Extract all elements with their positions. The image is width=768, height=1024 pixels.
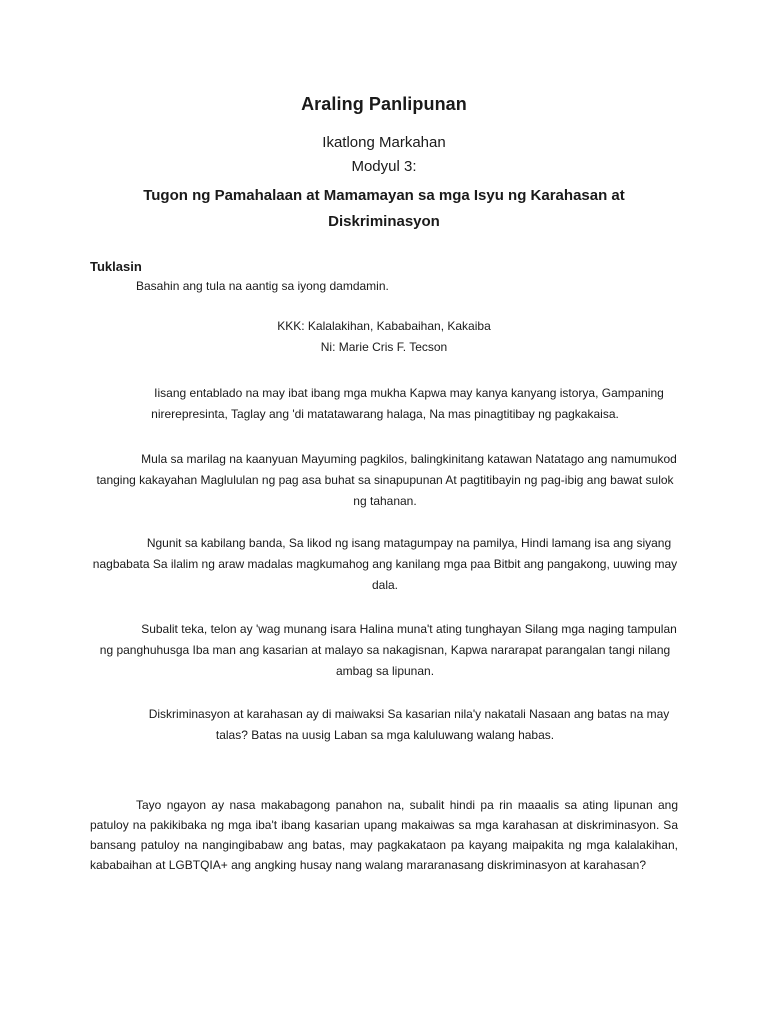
poem-title: KKK: Kalalakihan, Kababaihan, Kakaiba <box>277 319 491 333</box>
poem-author: Ni: Marie Cris F. Tecson <box>320 340 448 354</box>
poem-stanza: Iisang entablado na may ibat ibang mga mukha Kapwa may kanya kanyang istorya, Gampaning nirerepresinta, Taglay ang 'di matatawarang halaga, Na mas pinagtitibay ng pagkakaisa. <box>151 386 664 421</box>
poem-stanza: Mula sa marilag na kaanyuan Mayuming pagkilos, balingkinitang katawan Natatago ang namumukod tanging kakayahan Maglululan ng pag asa buhat sa sinapupunan At pagtitibayin ng pag-ibig ang bawat sulok ng tahanan. <box>96 452 677 508</box>
closing-paragraph: Tayo ngayon ay nasa makabagong panahon na, subalit hindi pa rin maaalis sa ating lipunan ang patuloy na pakikibaka ng mga iba't ibang kasarian upang makaiwas sa mga karahasan at diskriminasyon. Sa bansang patuloy na nangingibabaw ang batas, may pagkakataon pa kayang maipakita ng mga kalalakihan, kababaihan at LGBTQIA+ ang angking husay nang walang mararanasang diskriminasyon at karahasan? <box>90 798 678 872</box>
poem-stanza: Diskriminasyon at karahasan ay di maiwaksi Sa kasarian nila'y nakatali Nasaan ang batas na may talas? Batas na uusig Laban sa mga kaluluwang walang habas. <box>148 707 670 742</box>
poem-stanza: Ngunit sa kabilang banda, Sa likod ng isang matagumpay na pamilya, Hindi lamang isa ang siyang nagbabata Sa ilalim ng araw madalas magkumahog ang kanilang mga paa Bitbit ang pangakong, uuwing may dala. <box>92 536 678 592</box>
module-subtitle: Tugon ng Pamahalaan at Mamamayan sa mga Isyu ng Karahasan at Diskriminasyon <box>143 187 625 230</box>
module-label: Modyul 3: <box>351 158 417 175</box>
quarter-label: Ikatlong Markahan <box>322 134 446 151</box>
page-title: Araling Panlipunan <box>301 94 467 114</box>
section-instruction: Basahin ang tula na aantig sa iyong damdamin. <box>136 279 389 293</box>
poem-stanza: Subalit teka, telon ay 'wag munang isara Halina muna't ating tunghayan Silang mga naging tampulan ng panghuhusga Iba man ang kasarian at malayo sa nakagisnan, Kapwa nararapat parangalan tangi nilang ambag sa lipunan. <box>99 622 677 678</box>
section-heading: Tuklasin <box>90 259 142 274</box>
